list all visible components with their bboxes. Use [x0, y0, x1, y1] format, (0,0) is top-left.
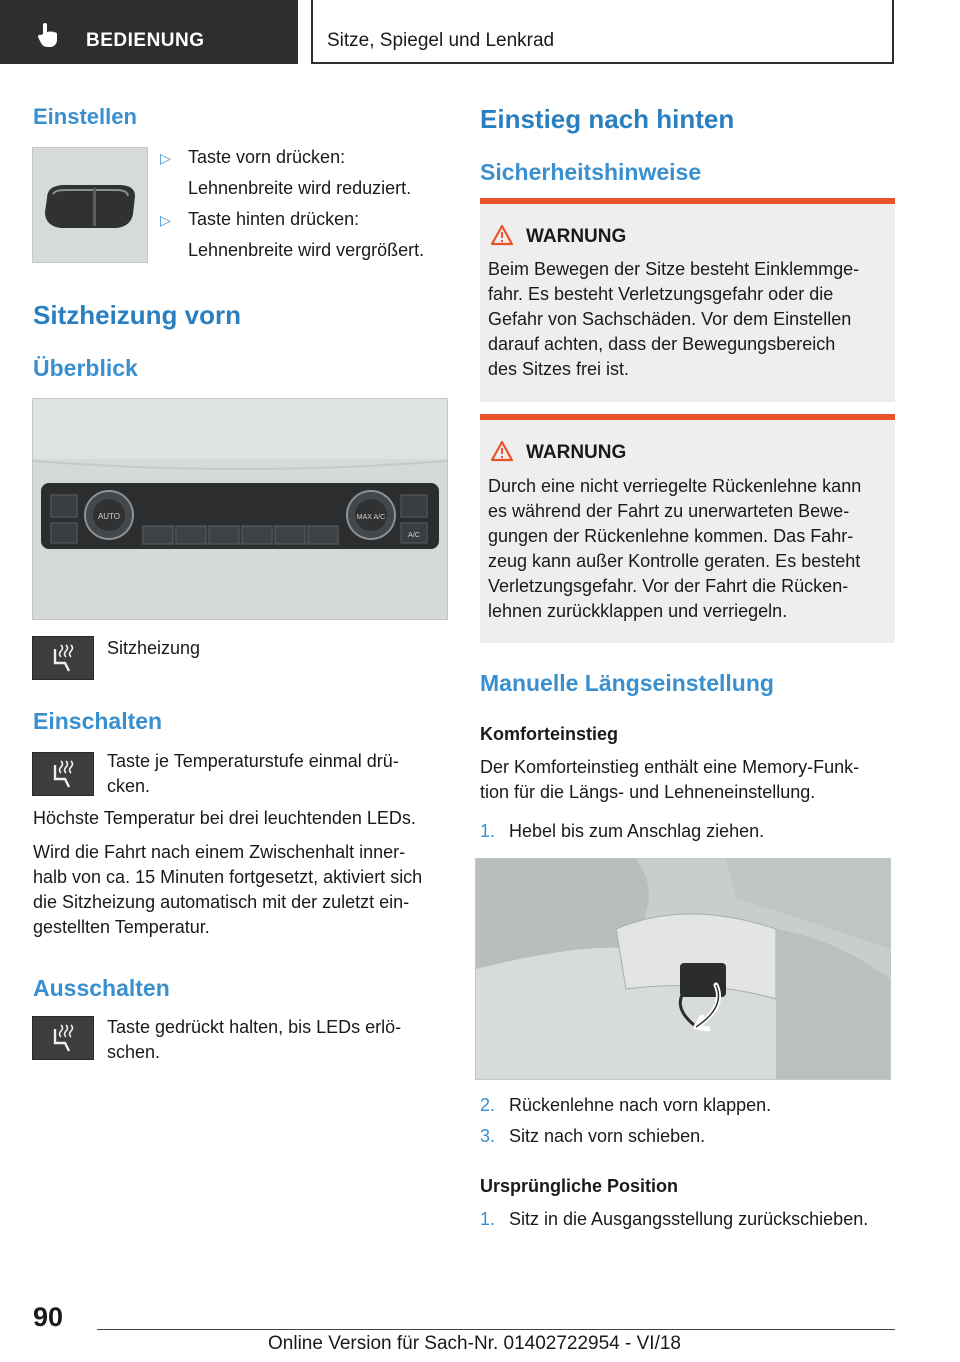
- komforteinstieg-title: Komforteinstieg: [480, 724, 619, 744]
- seat-lever-image: [475, 858, 891, 1080]
- chapter-tab: [311, 0, 894, 64]
- page-number: 90: [33, 1302, 64, 1332]
- orig-step-1: 1. Sitz in die Ausgangsstellung zurückschieben.: [480, 1209, 869, 1229]
- backrest-button-image: [32, 147, 148, 263]
- ausschalten-icon-text: Taste gedrückt halten, bis LEDs erlö- schen.: [107, 1017, 402, 1062]
- warning-box-2: [480, 414, 895, 643]
- auto-label: AUTO: [97, 512, 121, 521]
- warning-triangle-icon: [490, 440, 514, 462]
- heading-sitzheizung-vorn: Sitzheizung vorn: [33, 300, 241, 330]
- einschalten-icon-text: Taste je Temperaturstufe einmal drü- cken.: [107, 751, 399, 796]
- hand-pointer-icon: [36, 22, 60, 48]
- einstellen-item-1: ▷ Taste vorn drücken: Lehnenbreite wird reduziert.: [160, 147, 412, 198]
- seat-heating-button-on: [32, 752, 94, 796]
- warning-triangle-icon: [490, 224, 514, 246]
- heading-einstellen: Einstellen: [33, 104, 137, 129]
- einschalten-para-2: Wird die Fahrt nach einem Zwischenhalt inner- halb von ca. 15 Minuten fortgesetzt, aktiviert sich die Sitzheizung automatisch mit der zuletzt ein- gestellten Temperatur.: [33, 842, 423, 937]
- heading-ueberblick: Überblick: [33, 355, 138, 381]
- einschalten-para-1: Höchste Temperatur bei drei leuchtenden LEDs.: [33, 808, 416, 828]
- chapter-label: Sitze, Spiegel und Lenkrad: [327, 30, 555, 51]
- page-header: [0, 0, 960, 66]
- seat-heating-icon: [33, 753, 93, 795]
- section-label: BEDIENUNG: [86, 30, 205, 51]
- komforteinstieg-text: Der Komforteinstieg enthält eine Memory-Funk- tion für die Längs- und Lehneneinstellung.: [480, 757, 860, 802]
- section-tab: [0, 0, 298, 64]
- step-1: 1. Hebel bis zum Anschlag ziehen.: [480, 821, 765, 841]
- backrest-width-button-icon: [33, 148, 147, 262]
- footer-text: Online Version für Sach-Nr. 01402722954 - VI/18: [268, 1333, 681, 1354]
- footer-rule: [97, 1329, 895, 1330]
- seat-lever-illustration: [476, 859, 890, 1079]
- heading-manuelle-laengseinstellung: Manuelle Längseinstellung: [480, 670, 774, 696]
- seat-heating-icon: [33, 637, 93, 679]
- urspruengliche-position-title: Ursprüngliche Position: [480, 1176, 679, 1196]
- warning-title-1: WARNUNG: [526, 226, 627, 247]
- climate-panel-image: [32, 398, 448, 620]
- triangle-bullet-icon: ▷: [160, 212, 171, 228]
- heading-einstieg-nach-hinten: Einstieg nach hinten: [480, 104, 735, 134]
- heading-einschalten: Einschalten: [33, 708, 163, 734]
- heading-ausschalten: Ausschalten: [33, 975, 170, 1001]
- seat-heating-caption: Sitzheizung: [107, 638, 201, 658]
- warning-text-1: Beim Bewegen der Sitze besteht Einklemmge- fahr. Es besteht Verletzungsgefahr oder die Gefahr von Sachschäden. Vor dem Einstellen darauf achten, dass der Bewegungsbereich des Sitzes frei ist.: [488, 259, 860, 379]
- step-2: 2. Rückenlehne nach vorn klappen.: [480, 1095, 772, 1115]
- warning-title-2: WARNUNG: [526, 442, 627, 463]
- seat-heating-icon: [33, 1017, 93, 1059]
- climate-control-panel-illustration: [33, 399, 447, 619]
- triangle-bullet-icon: ▷: [160, 150, 171, 166]
- heading-sicherheitshinweise: Sicherheitshinweise: [480, 159, 702, 185]
- einstellen-item-2: ▷ Taste hinten drücken: Lehnenbreite wird vergrößert.: [160, 209, 425, 260]
- warning-text-2: Durch eine nicht verriegelte Rückenlehne kann es während der Fahrt zu unerwarteten Bewe- gungen der Rückenlehne kommen. Das Fahr- zeug kann außer Kontrolle geraten. Es besteht Verletzungsgefahr. Vor der Fahrt die Rücken- lehnen zurückklappen und verriegeln.: [488, 476, 862, 621]
- warning-box-1: [480, 198, 895, 402]
- step-3: 3. Sitz nach vorn schieben.: [480, 1126, 706, 1146]
- seat-heating-button: [32, 636, 94, 680]
- seat-heating-button-off: [32, 1016, 94, 1060]
- ac-label: A/C: [408, 532, 420, 539]
- maxac-label: MAX A/C: [356, 514, 386, 521]
